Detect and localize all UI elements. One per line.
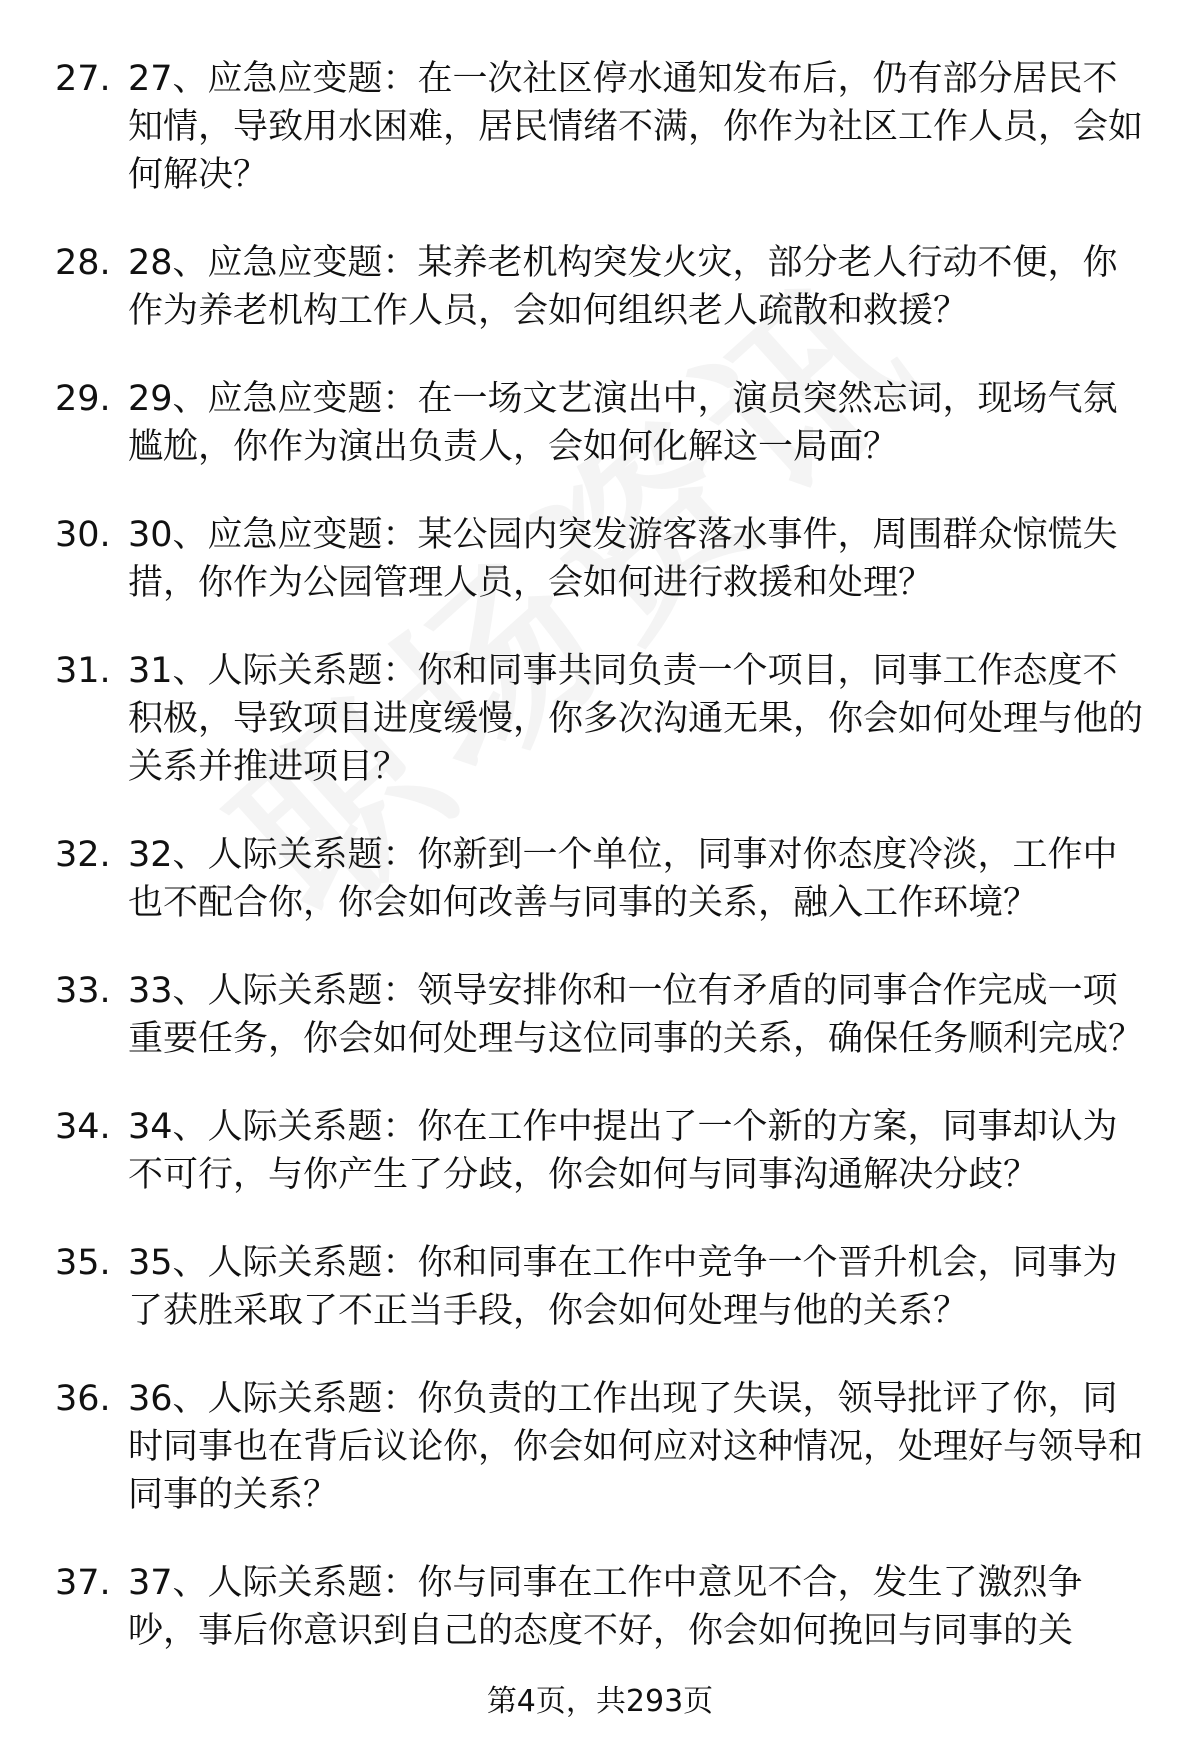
list-item: [0, 831, 1200, 927]
item-number: 30.: [55, 515, 111, 555]
list-item: [0, 1559, 1200, 1655]
item-number: 37.: [55, 1563, 111, 1603]
list-item: [0, 239, 1200, 335]
question-list: [0, 55, 1200, 1695]
list-item: [0, 55, 1200, 199]
item-text: 32、人际关系题：你新到一个单位，同事对你态度冷淡，工作中也不配合你，你会如何改善与同事的关系，融入工作环境？: [128, 835, 1118, 923]
item-text: 27、应急应变题：在一次社区停水通知发布后，仍有部分居民不知情，导致用水困难，居民情绪不满，你作为社区工作人员，会如何解决？: [128, 59, 1144, 195]
item-number: 32.: [55, 835, 111, 875]
item-text: 37、人际关系题：你与同事在工作中意见不合，发生了激烈争吵，事后你意识到自己的态度不好，你会如何挽回与同事的关: [128, 1563, 1083, 1651]
item-number: 36.: [55, 1379, 111, 1419]
item-text: 29、应急应变题：在一场文艺演出中，演员突然忘词，现场气氛尴尬，你作为演出负责人，会如何化解这一局面？: [128, 379, 1118, 467]
item-text: 30、应急应变题：某公园内突发游客落水事件，周围群众惊慌失措，你作为公园管理人员，会如何进行救援和处理？: [128, 515, 1118, 603]
item-number: 34.: [55, 1107, 111, 1147]
item-text: 34、人际关系题：你在工作中提出了一个新的方案，同事却认为不可行，与你产生了分歧，你会如何与同事沟通解决分歧？: [128, 1107, 1118, 1195]
item-number: 31.: [55, 651, 111, 691]
list-item: [0, 1239, 1200, 1335]
item-number: 27.: [55, 59, 111, 99]
list-item: [0, 967, 1200, 1063]
item-text: 36、人际关系题：你负责的工作出现了失误，领导批评了你，同时同事也在背后议论你，你会如何应对这种情况，处理好与领导和同事的关系？: [128, 1379, 1144, 1515]
list-item: [0, 1103, 1200, 1199]
item-number: 28.: [55, 243, 111, 283]
list-item: [0, 511, 1200, 607]
item-text: 33、人际关系题：领导安排你和一位有矛盾的同事合作完成一项重要任务，你会如何处理与这位同事的关系，确保任务顺利完成？: [128, 971, 1144, 1059]
item-number: 35.: [55, 1243, 111, 1283]
list-item: [0, 375, 1200, 471]
item-number: 29.: [55, 379, 111, 419]
item-text: 31、人际关系题：你和同事共同负责一个项目，同事工作态度不积极，导致项目进度缓慢，你多次沟通无果，你会如何处理与他的关系并推进项目？: [128, 651, 1144, 787]
list-item: [0, 1375, 1200, 1519]
item-number: 33.: [55, 971, 111, 1011]
page-footer: 第4页，共293页: [486, 1684, 714, 1719]
item-text: 28、应急应变题：某养老机构突发火灾，部分老人行动不便，你作为养老机构工作人员，会如何组织老人疏散和救援？: [128, 243, 1118, 331]
item-text: 35、人际关系题：你和同事在工作中竞争一个晋升机会，同事为了获胜采取了不正当手段，你会如何处理与他的关系？: [128, 1243, 1118, 1331]
list-item: [0, 647, 1200, 791]
